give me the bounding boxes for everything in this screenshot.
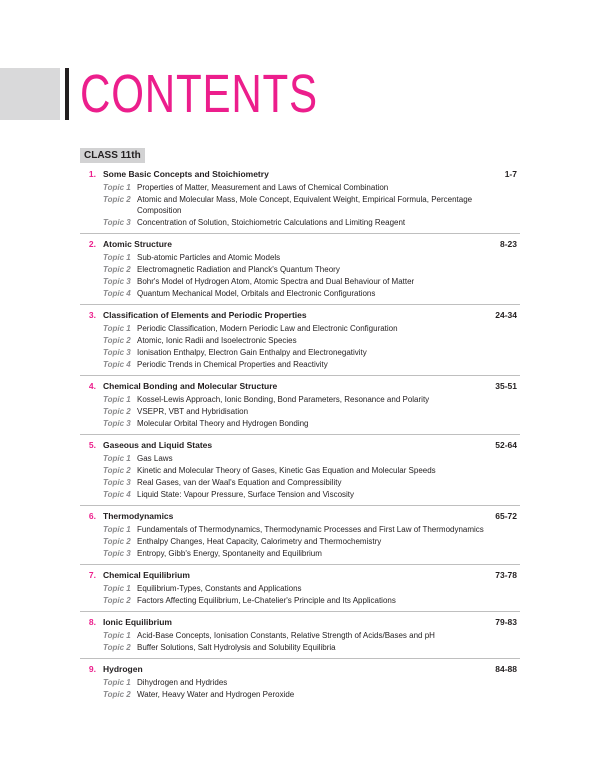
chapter-entry[interactable] xyxy=(80,565,520,612)
topic-row[interactable] xyxy=(80,630,520,641)
topic-row[interactable] xyxy=(80,489,520,500)
chapter-number: 3. xyxy=(88,310,96,320)
chapter-number: 4. xyxy=(88,381,96,391)
topic-row[interactable] xyxy=(80,548,520,559)
topic-text: Real Gases, van der Waal's Equation and Compressibility xyxy=(137,478,342,487)
topic-label: Topic 3 xyxy=(103,549,131,558)
topic-text: Periodic Classification, Modern Periodic Law and Electronic Configuration xyxy=(137,324,398,333)
topic-text: Bohr's Model of Hydrogen Atom, Atomic Spectra and Dual Behaviour of Matter xyxy=(137,277,415,286)
topic-label: Topic 2 xyxy=(103,466,131,475)
topic-label: Topic 2 xyxy=(103,537,131,546)
topic-row[interactable] xyxy=(80,288,520,299)
topic-text: Kossel-Lewis Approach, Ionic Bonding, Bond Parameters, Resonance and Polarity xyxy=(137,395,430,404)
topic-label: Topic 1 xyxy=(103,631,131,640)
topic-text: Acid-Base Concepts, Ionisation Constants, Relative Strength of Acids/Bases and pH xyxy=(137,631,435,640)
topic-row[interactable] xyxy=(80,689,520,700)
topic-text: Water, Heavy Water and Hydrogen Peroxide xyxy=(137,690,295,699)
chapter-pages: 65-72 xyxy=(495,511,517,521)
chapter-heading xyxy=(80,615,520,629)
chapter-entry[interactable] xyxy=(80,506,520,565)
topic-row[interactable] xyxy=(80,418,520,429)
topic-text: Periodic Trends in Chemical Properties and Reactivity xyxy=(137,360,328,369)
topic-label: Topic 3 xyxy=(103,478,131,487)
topic-label: Topic 2 xyxy=(103,265,131,274)
topic-text: Liquid State: Vapour Pressure, Surface Tension and Viscosity xyxy=(137,490,355,499)
topic-row[interactable] xyxy=(80,252,520,263)
chapter-title[interactable]: Hydrogen xyxy=(103,664,143,674)
topic-text: Factors Affecting Equilibrium, Le-Chatelier's Principle and Its Applications xyxy=(137,596,396,605)
topic-label: Topic 3 xyxy=(103,348,131,357)
topic-row[interactable] xyxy=(80,394,520,405)
topic-row[interactable] xyxy=(80,194,520,216)
topic-row[interactable] xyxy=(80,217,520,228)
chapter-number: 7. xyxy=(88,570,96,580)
topic-label: Topic 1 xyxy=(103,395,131,404)
topic-row[interactable] xyxy=(80,323,520,334)
topic-row[interactable] xyxy=(80,524,520,535)
topic-label: Topic 2 xyxy=(103,596,131,605)
topic-label: Topic 2 xyxy=(103,407,131,416)
topic-label: Topic 4 xyxy=(103,360,131,369)
topic-row[interactable] xyxy=(80,359,520,370)
chapter-title[interactable]: Gaseous and Liquid States xyxy=(103,440,213,450)
chapter-title[interactable]: Ionic Equilibrium xyxy=(103,617,172,627)
topic-text: Equilibrium-Types, Constants and Applications xyxy=(137,584,302,593)
topic-label: Topic 3 xyxy=(103,277,131,286)
topic-label: Topic 2 xyxy=(103,195,131,204)
chapter-title[interactable]: Some Basic Concepts and Stoichiometry xyxy=(103,169,269,179)
chapter-pages: 73-78 xyxy=(495,570,517,580)
chapter-title[interactable]: Atomic Structure xyxy=(103,239,172,249)
chapter-pages: 84-88 xyxy=(495,664,517,674)
topic-label: Topic 1 xyxy=(103,324,131,333)
chapter-pages: 24-34 xyxy=(495,310,517,320)
chapter-title[interactable]: Classification of Elements and Periodic Properties xyxy=(103,310,307,320)
page-title: CONTENTS xyxy=(80,64,318,124)
topic-text: Electromagnetic Radiation and Planck's Quantum Theory xyxy=(137,265,340,274)
topic-text: Molecular Orbital Theory and Hydrogen Bonding xyxy=(137,419,309,428)
header-grey-tab xyxy=(0,68,60,120)
topic-row[interactable] xyxy=(80,453,520,464)
chapter-heading xyxy=(80,167,520,181)
chapter-heading xyxy=(80,237,520,251)
topic-text: Gas Laws xyxy=(137,454,173,463)
chapter-list xyxy=(80,164,520,705)
chapter-entry[interactable] xyxy=(80,164,520,234)
topic-row[interactable] xyxy=(80,182,520,193)
topic-label: Topic 2 xyxy=(103,336,131,345)
topic-row[interactable] xyxy=(80,335,520,346)
topic-row[interactable] xyxy=(80,347,520,358)
chapter-pages: 1-7 xyxy=(504,169,517,179)
topic-text: Concentration of Solution, Stoichiometric Calculations and Limiting Reagent xyxy=(137,218,406,227)
topic-row[interactable] xyxy=(80,677,520,688)
topic-text: Fundamentals of Thermodynamics, Thermodynamic Processes and First Law of Thermodynamics xyxy=(137,525,484,534)
title-divider-bar xyxy=(65,68,69,120)
chapter-number: 6. xyxy=(88,511,96,521)
topic-label: Topic 3 xyxy=(103,419,131,428)
topic-row[interactable] xyxy=(80,642,520,653)
topic-text: Properties of Matter, Measurement and Laws of Chemical Combination xyxy=(137,183,389,192)
chapter-heading xyxy=(80,509,520,523)
topic-text: Quantum Mechanical Model, Orbitals and Electronic Configurations xyxy=(137,289,376,298)
chapter-heading xyxy=(80,568,520,582)
chapter-heading xyxy=(80,308,520,322)
topic-text: Dihydrogen and Hydrides xyxy=(137,678,228,687)
topic-text: Buffer Solutions, Salt Hydrolysis and Solubility Equilibria xyxy=(137,643,336,652)
topic-label: Topic 1 xyxy=(103,253,131,262)
topic-row[interactable] xyxy=(80,406,520,417)
topic-label: Topic 2 xyxy=(103,690,131,699)
chapter-entry[interactable] xyxy=(80,659,520,705)
chapter-number: 5. xyxy=(88,440,96,450)
chapter-heading xyxy=(80,438,520,452)
topic-label: Topic 1 xyxy=(103,183,131,192)
chapter-pages: 35-51 xyxy=(495,381,517,391)
chapter-number: 8. xyxy=(88,617,96,627)
topic-label: Topic 1 xyxy=(103,584,131,593)
chapter-heading xyxy=(80,379,520,393)
topic-row[interactable] xyxy=(80,276,520,287)
topic-row[interactable] xyxy=(80,536,520,547)
class-label: CLASS 11th xyxy=(80,148,145,163)
topic-label: Topic 1 xyxy=(103,525,131,534)
topic-row[interactable] xyxy=(80,264,520,275)
topic-text: Atomic, Ionic Radii and Isoelectronic Species xyxy=(137,336,297,345)
chapter-number: 9. xyxy=(88,664,96,674)
topic-text: VSEPR, VBT and Hybridisation xyxy=(137,407,249,416)
chapter-number: 1. xyxy=(88,169,96,179)
chapter-title[interactable]: Thermodynamics xyxy=(103,511,174,521)
chapter-title[interactable]: Chemical Equilibrium xyxy=(103,570,190,580)
topic-label: Topic 4 xyxy=(103,289,131,298)
topic-text: Ionisation Enthalpy, Electron Gain Enthalpy and Electronegativity xyxy=(137,348,367,357)
chapter-pages: 8-23 xyxy=(499,239,517,249)
topic-label: Topic 2 xyxy=(103,643,131,652)
topic-row[interactable] xyxy=(80,465,520,476)
topic-text: Enthalpy Changes, Heat Capacity, Calorimetry and Thermochemistry xyxy=(137,537,382,546)
topic-row[interactable] xyxy=(80,595,520,606)
topic-text: Sub-atomic Particles and Atomic Models xyxy=(137,253,281,262)
chapter-pages: 52-64 xyxy=(495,440,517,450)
chapter-entry[interactable] xyxy=(80,612,520,659)
topic-label: Topic 1 xyxy=(103,454,131,463)
chapter-entry[interactable] xyxy=(80,234,520,305)
topic-row[interactable] xyxy=(80,583,520,594)
topic-label: Topic 1 xyxy=(103,678,131,687)
chapter-title[interactable]: Chemical Bonding and Molecular Structure xyxy=(103,381,278,391)
topic-row[interactable] xyxy=(80,477,520,488)
chapter-heading xyxy=(80,662,520,676)
chapter-number: 2. xyxy=(88,239,96,249)
topic-label: Topic 4 xyxy=(103,490,131,499)
topic-text: Atomic and Molecular Mass, Mole Concept, Equivalent Weight, Empirical Formula, Percentage Composition xyxy=(137,195,473,215)
topic-text: Entropy, Gibb's Energy, Spontaneity and Equilibrium xyxy=(137,549,322,558)
chapter-pages: 79-83 xyxy=(495,617,517,627)
topic-label: Topic 3 xyxy=(103,218,131,227)
chapter-entry[interactable] xyxy=(80,435,520,506)
chapter-entry[interactable] xyxy=(80,305,520,376)
chapter-entry[interactable] xyxy=(80,376,520,435)
topic-text: Kinetic and Molecular Theory of Gases, Kinetic Gas Equation and Molecular Speeds xyxy=(137,466,436,475)
